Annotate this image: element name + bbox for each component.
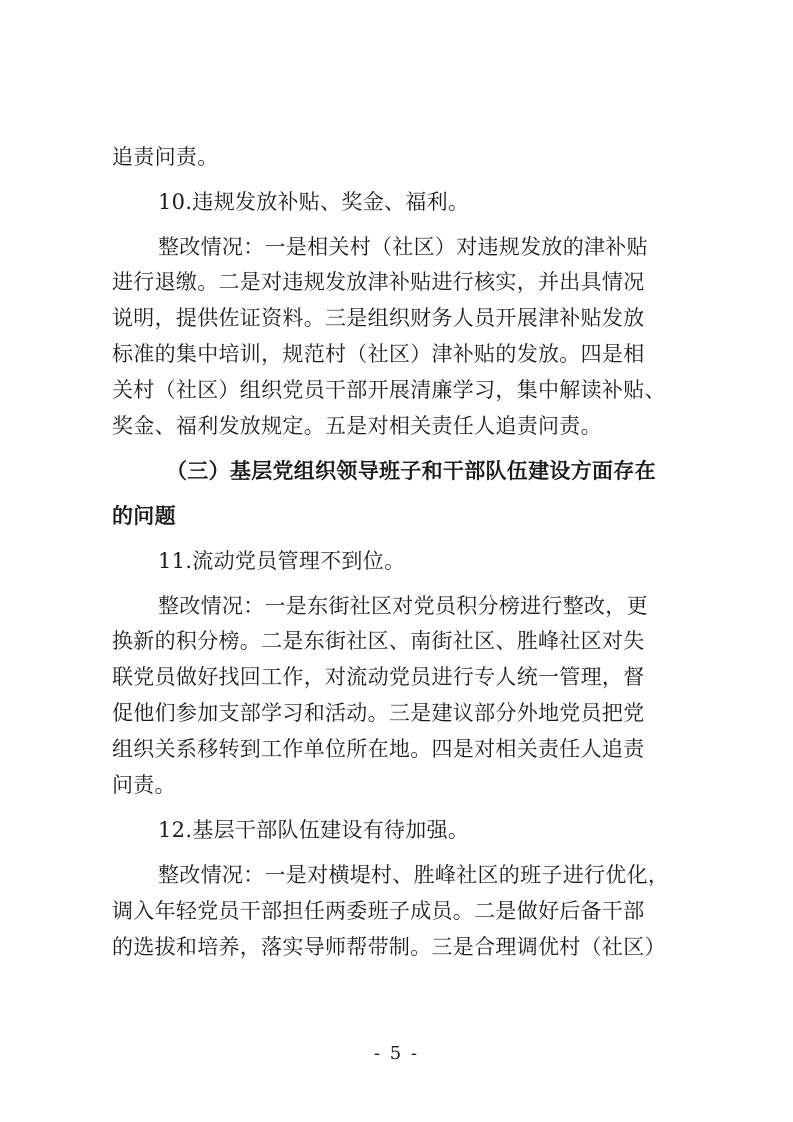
paragraph-line: 问责。 bbox=[112, 773, 176, 797]
item-heading-10: 10.违规发放补贴、奖金、福利。 bbox=[158, 190, 470, 214]
paragraph-line: 说明，提供佐证资料。三是组织财务人员开展津补贴发放 bbox=[112, 306, 645, 330]
paragraph-line: 换新的积分榜。二是东街社区、南街社区、胜峰社区对失 bbox=[112, 629, 645, 653]
paragraph-line: 联党员做好找回工作，对流动党员进行专人统一管理，督 bbox=[112, 665, 645, 689]
section-heading-continued: 的问题 bbox=[112, 503, 176, 528]
paragraph-line: 进行退缴。二是对违规发放津补贴进行核实，并出具情况 bbox=[112, 270, 645, 294]
paragraph-line: 促他们参加支部学习和活动。三是建议部分外地党员把党 bbox=[112, 701, 645, 725]
item-heading-11: 11.流动党员管理不到位。 bbox=[158, 549, 406, 573]
paragraph-line: 整改情况：一是对横堤村、胜峰社区的班子进行优化， bbox=[158, 863, 670, 887]
paragraph-line: 追责问责。 bbox=[112, 145, 219, 169]
paragraph-line: 组织关系移转到工作单位所在地。四是对相关责任人追责 bbox=[112, 737, 645, 761]
paragraph-line: 调入年轻党员干部担任两委班子成员。二是做好后备干部 bbox=[112, 899, 645, 923]
paragraph-line: 整改情况：一是相关村（社区）对违规发放的津补贴 bbox=[158, 235, 648, 259]
item-heading-12: 12.基层干部队伍建设有待加强。 bbox=[158, 818, 470, 842]
paragraph-line: 的选拔和培养，落实导师帮带制。三是合理调优村（社区） bbox=[112, 935, 666, 959]
paragraph-line: 关村（社区）组织党员干部开展清廉学习，集中解读补贴、 bbox=[112, 378, 666, 402]
page-number: - 5 - bbox=[373, 1043, 420, 1064]
paragraph-line: 整改情况：一是东街社区对党员积分榜进行整改，更 bbox=[158, 594, 648, 618]
paragraph-line: 标准的集中培训，规范村（社区）津补贴的发放。四是相 bbox=[112, 342, 645, 366]
paragraph-line: 奖金、福利发放规定。五是对相关责任人追责问责。 bbox=[112, 414, 602, 438]
section-heading: （三）基层党组织领导班子和干部队伍建设方面存在 bbox=[166, 458, 656, 483]
